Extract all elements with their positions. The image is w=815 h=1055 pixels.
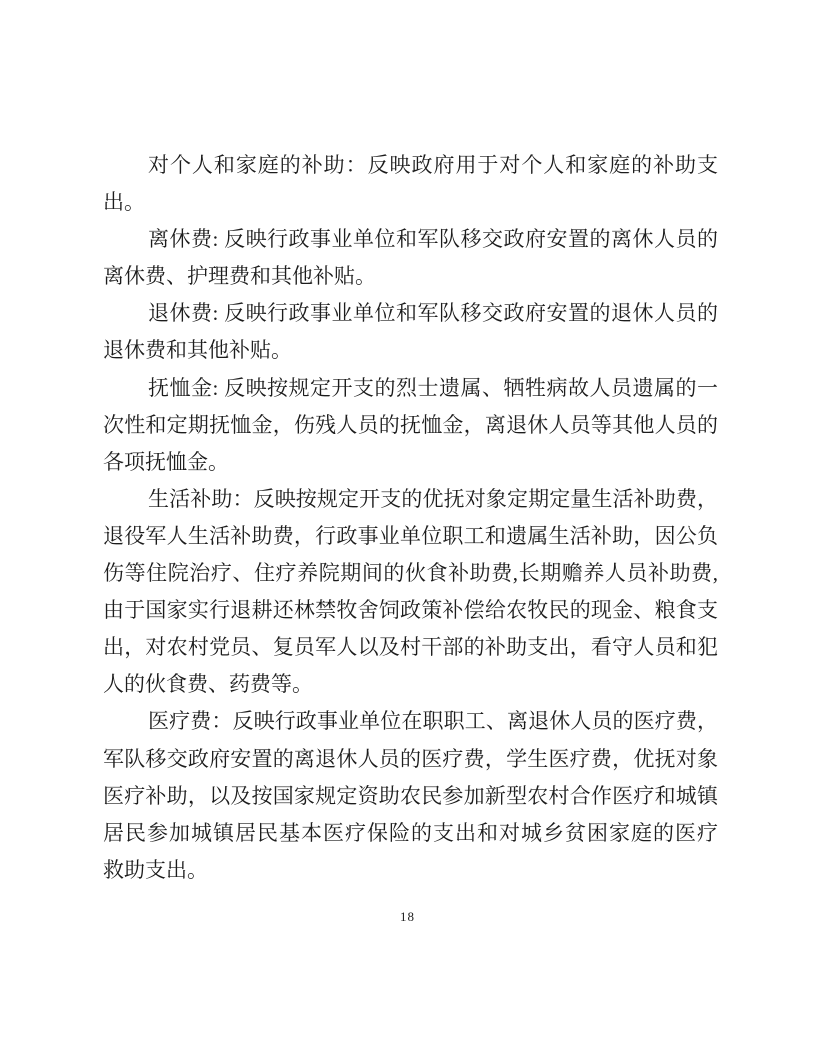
paragraph-living-allowances	[103, 481, 718, 704]
page-number: 18	[400, 909, 415, 924]
paragraph-medical-expenses	[103, 703, 718, 888]
text-line: 对个人和家庭的补助：反映政府用于对个人和家庭的补助支	[148, 153, 718, 177]
text-line: 离休费: 反映行政事业单位和军队移交政府安置的离休人员的	[148, 227, 718, 252]
text-line: 居民参加城镇居民基本医疗保险的支出和对城乡贫困家庭的医疗	[103, 820, 718, 845]
text-line: 救助支出。	[103, 857, 208, 882]
document-body-text	[103, 147, 718, 889]
text-line: 抚恤金: 反映按规定开支的烈士遗属、牺牲病故人员遗属的一	[148, 375, 718, 400]
paragraph-retirement-pay	[103, 295, 718, 369]
text-line: 离休费、护理费和其他补贴。	[103, 264, 376, 289]
text-line: 退休费: 反映行政事业单位和军队移交政府安置的退休人员的	[148, 301, 718, 326]
text-line: 退休费和其他补贴。	[103, 338, 292, 363]
text-line: 次性和定期抚恤金，伤残人员的抚恤金，离退休人员等其他人员的	[103, 412, 718, 437]
text-line: 军队移交政府安置的离退休人员的医疗费，学生医疗费，优抚对象	[103, 746, 718, 771]
text-line: 生活补助：反映按规定开支的优抚对象定期定量生活补助费，	[148, 486, 718, 511]
text-line: 退役军人生活补助费，行政事业单位职工和遗属生活补助，因公负	[103, 523, 718, 548]
text-line: 人的伙食费、药费等。	[103, 672, 313, 697]
text-line: 出。	[103, 190, 145, 215]
text-line: 出，对农村党员、复员军人以及村干部的补助支出，看守人员和犯	[103, 635, 718, 660]
text-line: 各项抚恤金。	[103, 449, 229, 474]
page-footer	[0, 908, 815, 926]
paragraph-subsidies-to-individuals-and-families	[103, 147, 718, 221]
text-line: 伤等住院治疗、住疗养院期间的伙食补助费,长期赡养人员补助费,	[103, 561, 718, 586]
paragraph-survivor-pensions	[103, 370, 718, 481]
text-line: 医疗补助，以及按国家规定资助农民参加新型农村合作医疗和城镇	[103, 783, 718, 808]
paragraph-retirement-leave-pay	[103, 221, 718, 295]
text-line: 由于国家实行退耕还林禁牧舍饲政策补偿给农牧民的现金、粮食支	[103, 598, 718, 623]
text-line: 医疗费：反映行政事业单位在职职工、离退休人员的医疗费，	[148, 709, 718, 734]
